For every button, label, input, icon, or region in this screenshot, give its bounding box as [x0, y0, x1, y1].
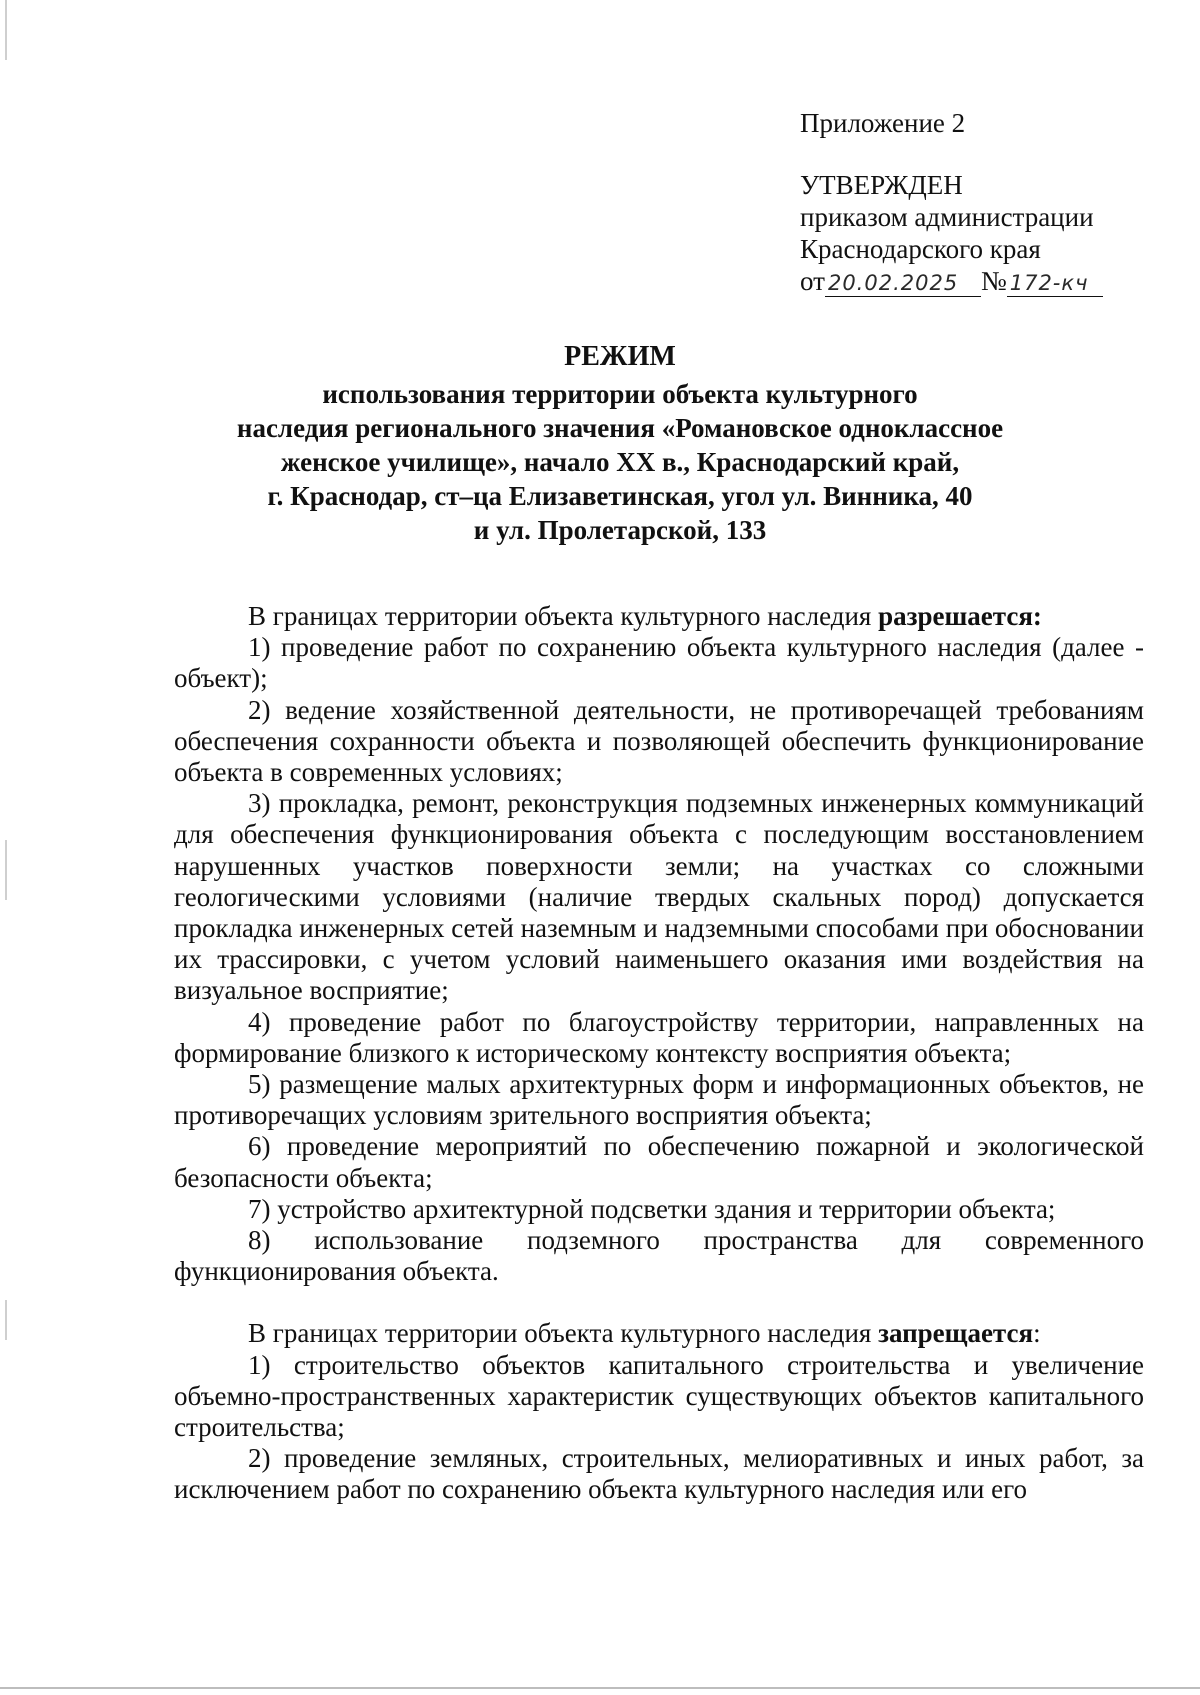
scan-edge-line — [5, 840, 7, 900]
prohibited-intro — [174, 1318, 1144, 1349]
handwritten-date: 20.02.2025 — [825, 270, 981, 297]
title-line: использования территории объекта культурного — [322, 379, 918, 409]
document-body — [174, 601, 1144, 1506]
permitted-item: 1) проведение работ по сохранению объекта культурного наследия (далее - объект); — [174, 632, 1144, 694]
approval-order-line: приказом администрации — [800, 202, 1094, 232]
permitted-intro — [174, 601, 1144, 632]
page-bottom-edge — [0, 1687, 1200, 1689]
prohibited-item: 2) проведение земляных, строительных, мелиоративных и иных работ, за исключением работ по сохранению объекта культурного наследия или его — [174, 1443, 1144, 1505]
date-prefix: от — [800, 266, 825, 296]
prohibited-keyword: запрещается — [878, 1318, 1034, 1349]
permitted-item: 6) проведение мероприятий по обеспечению пожарной и экологической безопасности объекта; — [174, 1131, 1144, 1193]
title-line: наследия регионального значения «Романовское одноклассное — [236, 413, 1004, 443]
prohibited-intro-text: В границах территории объекта культурного наследия — [248, 1318, 872, 1349]
scan-edge-line — [5, 0, 7, 60]
permitted-item: 5) размещение малых архитектурных форм и информационных объектов, не противоречащих условиям зрительного восприятия объекта; — [174, 1069, 1144, 1131]
prohibited-intro-tail: : — [1033, 1318, 1041, 1349]
title-line: женское училище», начало XX в., Краснодарский край, — [280, 447, 960, 477]
permitted-item: 3) прокладка, ремонт, реконструкция подземных инженерных коммуникаций для обеспечения функционирования объекта с последующим восстановлением нарушенных участков поверхности земли; на участках со сложными геологическими условиями (наличие твердых скальных пород) допускается прокладка инженерных сетей наземным и надземными способами при обосновании их трассировки, с учетом условий наименьшего оказания ими воздействия на визуальное восприятие; — [174, 788, 1144, 1006]
approval-authority-line: Краснодарского края — [800, 234, 1041, 264]
title-heading: РЕЖИМ — [564, 341, 676, 372]
document-title — [170, 340, 1070, 547]
title-line: г. Краснодар, ст–ца Елизаветинская, угол ул. Винника, 40 — [267, 481, 973, 511]
approval-stamp-block — [800, 107, 1103, 297]
approval-date-line — [800, 265, 1103, 297]
permitted-item: 7) устройство архитектурной подсветки здания и территории объекта; — [248, 1193, 1056, 1224]
permitted-intro-text: В границах территории объекта культурного наследия — [248, 601, 872, 631]
permitted-item: 8) использование подземного пространства для современного функционирования объекта. — [174, 1225, 1144, 1287]
prohibited-item: 1) строительство объектов капитального строительства и увеличение объемно-пространственных характеристик существующих объектов капитального строительства; — [174, 1349, 1144, 1443]
handwritten-number: 172-кч — [1007, 270, 1103, 297]
permitted-item: 2) ведение хозяйственной деятельности, не противоречащей требованиям обеспечения сохранности объекта и позволяющей обеспечить функционирование объекта в современных условиях; — [174, 694, 1144, 788]
section-gap — [174, 1287, 1144, 1318]
number-prefix: № — [980, 266, 1007, 296]
scan-edge-line — [5, 1300, 7, 1340]
annex-label: Приложение 2 — [800, 108, 966, 138]
permitted-item: 4) проведение работ по благоустройству территории, направленных на формирование близкого к историческому контексту восприятия объекта; — [174, 1006, 1144, 1068]
permitted-keyword: разрешается: — [878, 601, 1042, 631]
approved-label: УТВЕРЖДЕН — [800, 170, 963, 200]
title-line: и ул. Пролетарской, 133 — [473, 515, 767, 545]
